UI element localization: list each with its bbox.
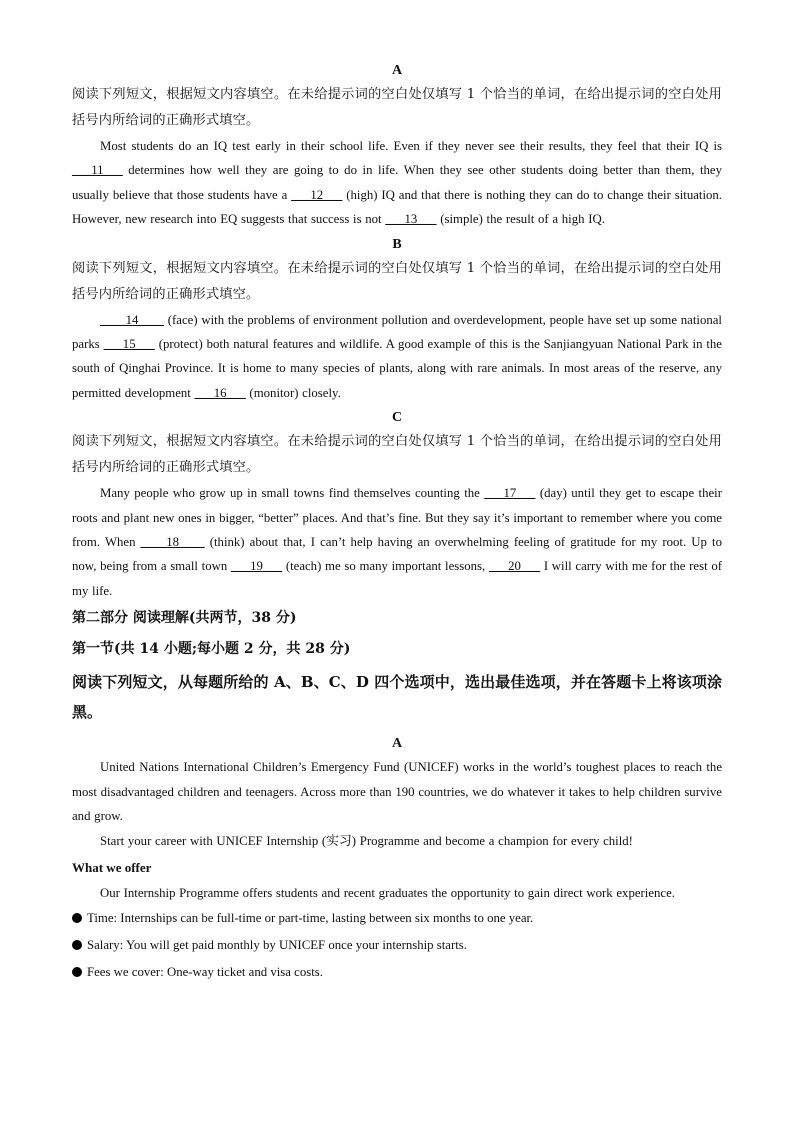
reading-instruction: 阅读下列短文，从每题所给的 A、B、C、D 四个选项中，选出最佳选项，并在答题卡上将该项涂黑。 [72,673,722,722]
passage-text: I will carry with me for the rest of my life. [72,559,722,598]
bullet-icon [72,913,82,923]
passage-text: (high) IQ and that there is nothing they can do to change their situation. However, new research into EQ suggests that success is not [72,187,722,227]
passage-text: determines how well they are going to do in life. When they see other students doing better than them, they usually believe that those students have a [72,163,722,202]
passage-text: (simple) the result of a high IQ. [436,212,605,227]
document-page [72,58,722,986]
blank-16: ___16___ [194,385,246,400]
passage-a-paragraph-1: United Nations International Children’s Emergency Fund (UNICEF) works in the world’s toughest places to reach the most disadvantaged children and teenagers. Across more than 190 countries, we do whatever it takes to help children survive and grow. [72,760,722,824]
passage-text: Many people who grow up in small towns find themselves counting the [100,486,485,501]
section-a-instruction: 阅读下列短文，根据短文内容填空。在未给提示词的空白处仅填写 1 个恰当的单词，在给出提示词的空白处用括号内所给词的正确形式填空。 [72,87,722,128]
passage-text: (face) with the problems of environment pollution and overdevelopment, people have set up some national parks [72,312,722,352]
bullet-icon [72,967,82,977]
bullet-icon [72,940,82,950]
list-item [72,932,722,959]
blank-15: ___15___ [103,337,155,352]
section-one-title: 第一节(共 14 小题;每小题 2 分，共 28 分) [72,641,351,658]
blank-12: ___12___ [291,187,343,202]
passage-text: (day) until they get to escape their roots and plant new ones in bigger, “better” places. And that’s fine. But they say it’s important to remember where you come from. When [72,486,723,550]
section-c-instruction: 阅读下列短文，根据短文内容填空。在未给提示词的空白处仅填写 1 个恰当的单词，在给出提示词的空白处用括号内所给词的正确形式填空。 [72,434,722,476]
passage-a-paragraph-2: Start your career with UNICEF Internship (实习) Programme and become a champion for every child! [100,833,633,848]
passage-text: (teach) me so many important lessons, [282,559,489,574]
section-b-passage [72,308,722,406]
what-we-offer-heading: What we offer [72,859,152,875]
blank-20: ___20___ [488,559,541,574]
section-c-label: C [391,410,403,426]
section-b-label: B [392,236,402,252]
blank-19: ___19___ [230,559,283,574]
section-b-instruction: 阅读下列短文，根据短文内容填空。在未给提示词的空白处仅填写 1 个恰当的单词，在给出提示词的空白处用括号内所给词的正确形式填空。 [72,260,722,302]
passage-text: Most students do an IQ test early in their school life. Even if they never see their results, they feel that their IQ is [100,139,722,153]
section-a-label: A [391,63,403,78]
blank-14: ____14____ [100,312,164,327]
list-item-text: Salary: You will get paid monthly by UNICEF once your internship starts. [87,938,467,953]
passage-text: (think) about that, I can’t help having an overwhelming feeling of gratitude for my root. Up to now, being from a small town [72,535,722,574]
passage-text: (protect) both natural features and wildlife. A good example of this is the Sanjiangyuan National Park in the south of Qinghai Province. It is home to many species of plants, along with rare animals. In most areas of the reserve, any permitted development [72,337,722,400]
list-item [72,959,722,986]
section-a-passage [72,134,722,232]
blank-13: ___13___ [385,212,437,227]
blank-18: ____18____ [140,535,205,550]
list-item-text: Time: Internships can be full-time or part-time, lasting between six months to one year. [87,911,534,926]
list-item [72,905,722,932]
section-c-passage [72,481,722,603]
part-two-title: 第二部分 阅读理解(共两节，38 分) [72,610,297,627]
blank-11: ___11___ [72,163,123,178]
passage-text: (monitor) closely. [245,385,341,400]
passage-a-paragraph-3: Our Internship Programme offers students and recent graduates the opportunity to gain direct work experience. [100,885,675,900]
list-item-text: Fees we cover: One-way ticket and visa costs. [87,965,323,980]
passage-a-label: A [391,736,403,752]
blank-17: ___17___ [484,486,536,501]
